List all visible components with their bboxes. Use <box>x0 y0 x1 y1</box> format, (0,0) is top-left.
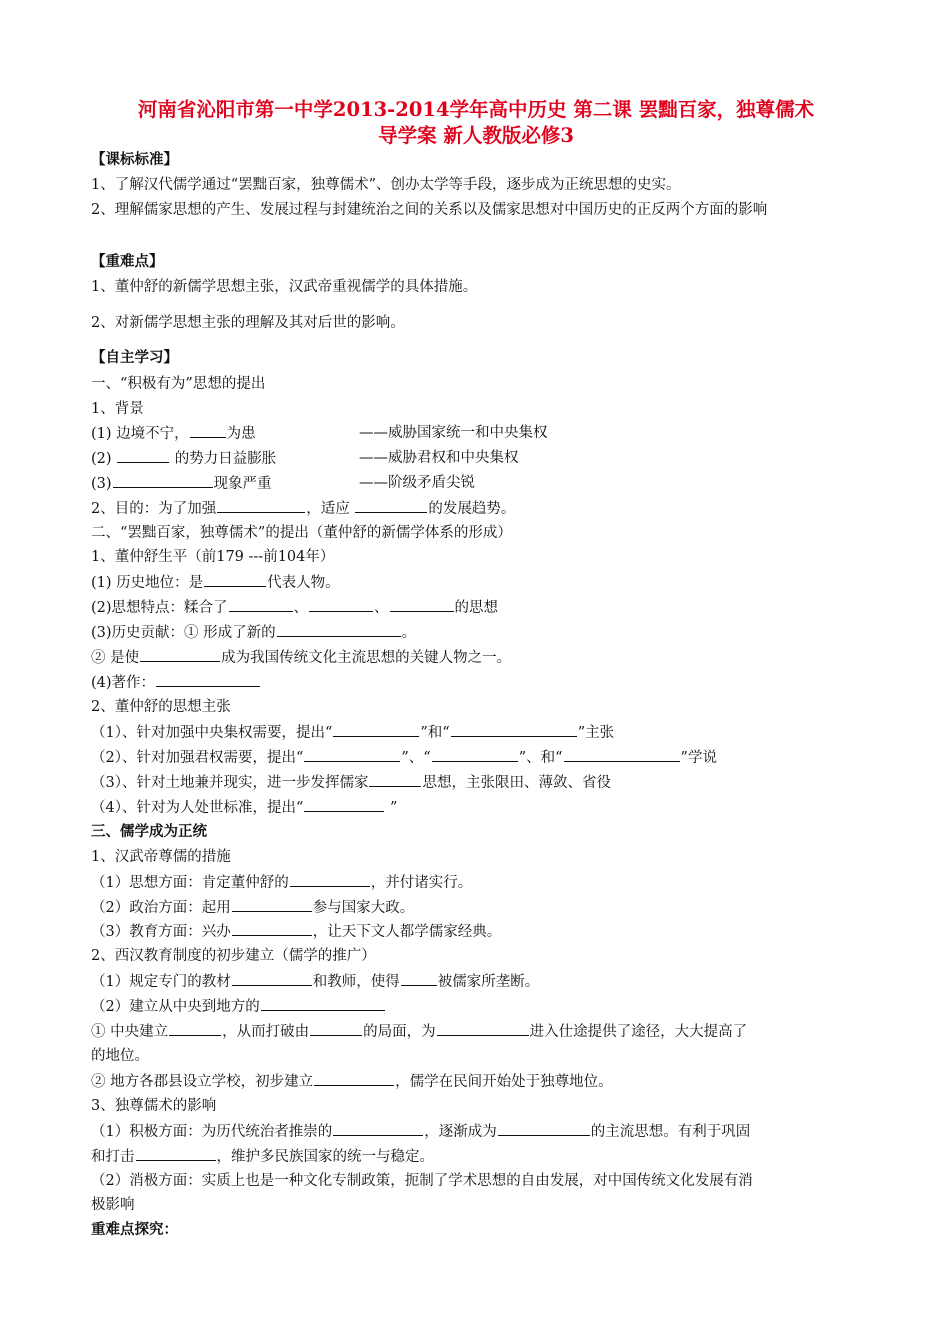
text: (4)著作： <box>91 675 156 691</box>
text: ”和“ <box>420 725 450 741</box>
answer-blank[interactable] <box>232 895 312 912</box>
influence-heading: 3、独尊儒术的影响 <box>91 1098 217 1114</box>
answer-blank[interactable] <box>309 595 373 612</box>
answer-blank[interactable] <box>498 1119 590 1136</box>
text: 为患 <box>226 426 256 442</box>
text: 成为我国传统文化主流思想的关键人物之一。 <box>221 650 512 666</box>
doc-title-line-1: 河南省沁阳市第一中学2013-2014学年高中历史 第二课 罢黜百家，独尊儒术 <box>137 98 815 121</box>
answer-blank[interactable] <box>190 421 226 438</box>
text: （3）、针对土地兼并现实，进一步发挥儒家 <box>91 775 369 791</box>
heading-key-points: 【重难点】 <box>91 253 164 270</box>
bio-item-4 <box>91 645 511 670</box>
influence-item-1-cont <box>91 1144 434 1169</box>
heading-curriculum-standard: 【课标标准】 <box>91 151 178 168</box>
text: ” <box>385 800 398 816</box>
goal-line <box>91 496 515 521</box>
answer-blank[interactable] <box>117 446 169 463</box>
text: 的主流思想。有利于巩固 <box>590 1124 751 1140</box>
answer-blank[interactable] <box>564 745 680 762</box>
key-point-2: 2、对新儒学思想主张的理解及其对后世的影响。 <box>91 315 405 331</box>
background-heading: 1、背景 <box>91 401 144 417</box>
answer-blank[interactable] <box>310 1019 362 1036</box>
answer-blank[interactable] <box>290 870 370 887</box>
answer-blank[interactable] <box>229 595 293 612</box>
text: ”主张 <box>577 725 615 741</box>
education-item-4 <box>91 1069 613 1094</box>
influence-item-2-cont: 极影响 <box>91 1197 135 1213</box>
answer-blank[interactable] <box>314 1069 394 1086</box>
text: 进入仕途提供了途径，大大提高了 <box>529 1024 748 1040</box>
answer-blank[interactable] <box>156 670 260 687</box>
text: 2、目的：为了加强 <box>91 501 217 517</box>
dong-ideas-heading: 2、董仲舒的思想主张 <box>91 699 231 715</box>
answer-blank[interactable] <box>113 471 213 488</box>
bio-item-3 <box>91 620 416 645</box>
text: （2）政治方面：起用 <box>91 900 231 916</box>
text: 代表人物。 <box>267 575 340 591</box>
answer-blank[interactable] <box>355 496 427 513</box>
idea-item-4 <box>91 795 397 820</box>
idea-item-2 <box>91 745 717 770</box>
answer-blank[interactable] <box>232 919 312 936</box>
bio-item-1 <box>91 570 340 595</box>
bio-item-2 <box>91 595 498 620</box>
answer-blank[interactable] <box>390 595 454 612</box>
text: (2) <box>91 451 117 467</box>
answer-blank[interactable] <box>169 1019 221 1036</box>
doc-title-line-2: 导学案 新人教版必修3 <box>378 124 574 147</box>
measure-item-2 <box>91 895 414 920</box>
bio-item-5 <box>91 670 261 695</box>
text: 和教师，使得 <box>312 974 400 990</box>
text: ，并付诸实行。 <box>370 875 473 891</box>
text: ，儒学在民间开始处于独尊地位。 <box>395 1074 613 1090</box>
text: 、 <box>293 600 309 616</box>
text: 参与国家大政。 <box>312 900 415 916</box>
answer-blank[interactable] <box>140 645 220 662</box>
background-item-3-effect: ——阶级矛盾尖锐 <box>359 475 475 491</box>
answer-blank[interactable] <box>333 1119 423 1136</box>
text: 和打击 <box>91 1149 135 1165</box>
text: ，维护多民族国家的统一与稳定。 <box>216 1149 434 1165</box>
text: (3) <box>91 476 112 492</box>
text: （2）、针对加强君权需要，提出“ <box>91 750 304 766</box>
key-point-1: 1、董仲舒的新儒学思想主张，汉武帝重视儒学的具体措施。 <box>91 279 478 295</box>
idea-item-3 <box>91 770 611 795</box>
answer-blank[interactable] <box>304 745 400 762</box>
heading-self-study: 【自主学习】 <box>91 349 178 366</box>
text: 的势力日益膨胀 <box>170 451 277 467</box>
text: 被儒家所垄断。 <box>437 974 540 990</box>
text: ”、“ <box>401 750 431 766</box>
text: (2)思想特点：糅合了 <box>91 600 228 616</box>
answer-blank[interactable] <box>277 620 401 637</box>
dong-bio-heading: 1、董仲舒生平（前179 ---前104年） <box>91 549 335 565</box>
text: （2）建立从中央到地方的 <box>91 999 260 1015</box>
text: 。 <box>401 625 417 641</box>
answer-blank[interactable] <box>333 720 419 737</box>
answer-blank[interactable] <box>136 1144 216 1161</box>
text: 现象严重 <box>213 476 272 492</box>
education-item-2 <box>91 994 386 1019</box>
text: ② 是使 <box>91 650 140 666</box>
influence-item-1 <box>91 1119 750 1144</box>
text: ① 中央建立 <box>91 1024 169 1040</box>
measure-item-1 <box>91 870 472 895</box>
text: （1）思想方面：肯定董仲舒的 <box>91 875 289 891</box>
education-item-3-cont: 的地位。 <box>91 1048 149 1064</box>
measures-heading: 1、汉武帝尊儒的措施 <box>91 849 231 865</box>
text: （1）、针对加强中央集权需要，提出“ <box>91 725 333 741</box>
text: （1）积极方面：为历代统治者推崇的 <box>91 1124 333 1140</box>
answer-blank[interactable] <box>261 994 385 1011</box>
text: ，逐渐成为 <box>424 1124 497 1140</box>
education-item-3 <box>91 1019 747 1044</box>
background-item-1 <box>91 421 256 446</box>
answer-blank[interactable] <box>369 770 421 787</box>
answer-blank[interactable] <box>401 969 437 986</box>
education-heading: 2、西汉教育制度的初步建立（儒学的推广） <box>91 948 376 964</box>
answer-blank[interactable] <box>451 720 577 737</box>
measure-item-3 <box>91 919 501 944</box>
answer-blank[interactable] <box>217 496 305 513</box>
influence-item-2: （2）消极方面：实质上也是一种文化专制政策，扼制了学术思想的自由发展，对中国传统文化发展有消 <box>91 1173 753 1189</box>
section-2-title: 二、“罢黜百家，独尊儒术”的提出（董仲舒的新儒学体系的形成） <box>91 525 512 541</box>
background-item-1-effect: ——威胁国家统一和中央集权 <box>359 425 548 441</box>
section-3-title: 三、儒学成为正统 <box>91 823 207 840</box>
text: (1) 历史地位：是 <box>91 575 204 591</box>
background-item-2-effect: ——威胁君权和中央集权 <box>359 450 519 466</box>
text: ，适应 <box>306 501 355 517</box>
text: （4）、针对为人处世标准，提出“ <box>91 800 304 816</box>
answer-blank[interactable] <box>204 570 266 587</box>
background-item-3 <box>91 471 272 496</box>
answer-blank[interactable] <box>232 969 312 986</box>
section-1-title: 一、“积极有为”思想的提出 <box>91 376 266 392</box>
answer-blank[interactable] <box>432 745 518 762</box>
text: (3)历史贡献：① 形成了新的 <box>91 625 276 641</box>
standard-item-1: 1、了解汉代儒学通过“罢黜百家，独尊儒术”、创办太学等手段，逐步成为正统思想的史实。 <box>91 177 681 193</box>
text: ”学说 <box>680 750 717 766</box>
standard-item-2: 2、理解儒家思想的产生、发展过程与封建统治之间的关系以及儒家思想对中国历史的正反两个方面的影响 <box>91 202 768 218</box>
text: 、 <box>374 600 389 616</box>
background-item-2 <box>91 446 276 471</box>
text: 思想，主张限田、薄敛、省役 <box>422 775 611 791</box>
text: （1）规定专门的教材 <box>91 974 231 990</box>
education-item-1 <box>91 969 539 994</box>
text: （3）教育方面：兴办 <box>91 924 231 940</box>
text: 的发展趋势。 <box>428 501 516 517</box>
heading-key-exploration: 重难点探究： <box>91 1221 178 1238</box>
text: ，让天下文人都学儒家经典。 <box>312 924 502 940</box>
text: (1) 边境不宁， <box>91 426 189 442</box>
answer-blank[interactable] <box>304 795 384 812</box>
idea-item-1 <box>91 720 614 745</box>
text: 的局面，为 <box>363 1024 436 1040</box>
text: ”、和“ <box>518 750 563 766</box>
text: 的思想 <box>454 600 499 616</box>
text: ，从而打破由 <box>222 1024 310 1040</box>
answer-blank[interactable] <box>437 1019 529 1036</box>
text: ② 地方各郡县设立学校，初步建立 <box>91 1074 314 1090</box>
